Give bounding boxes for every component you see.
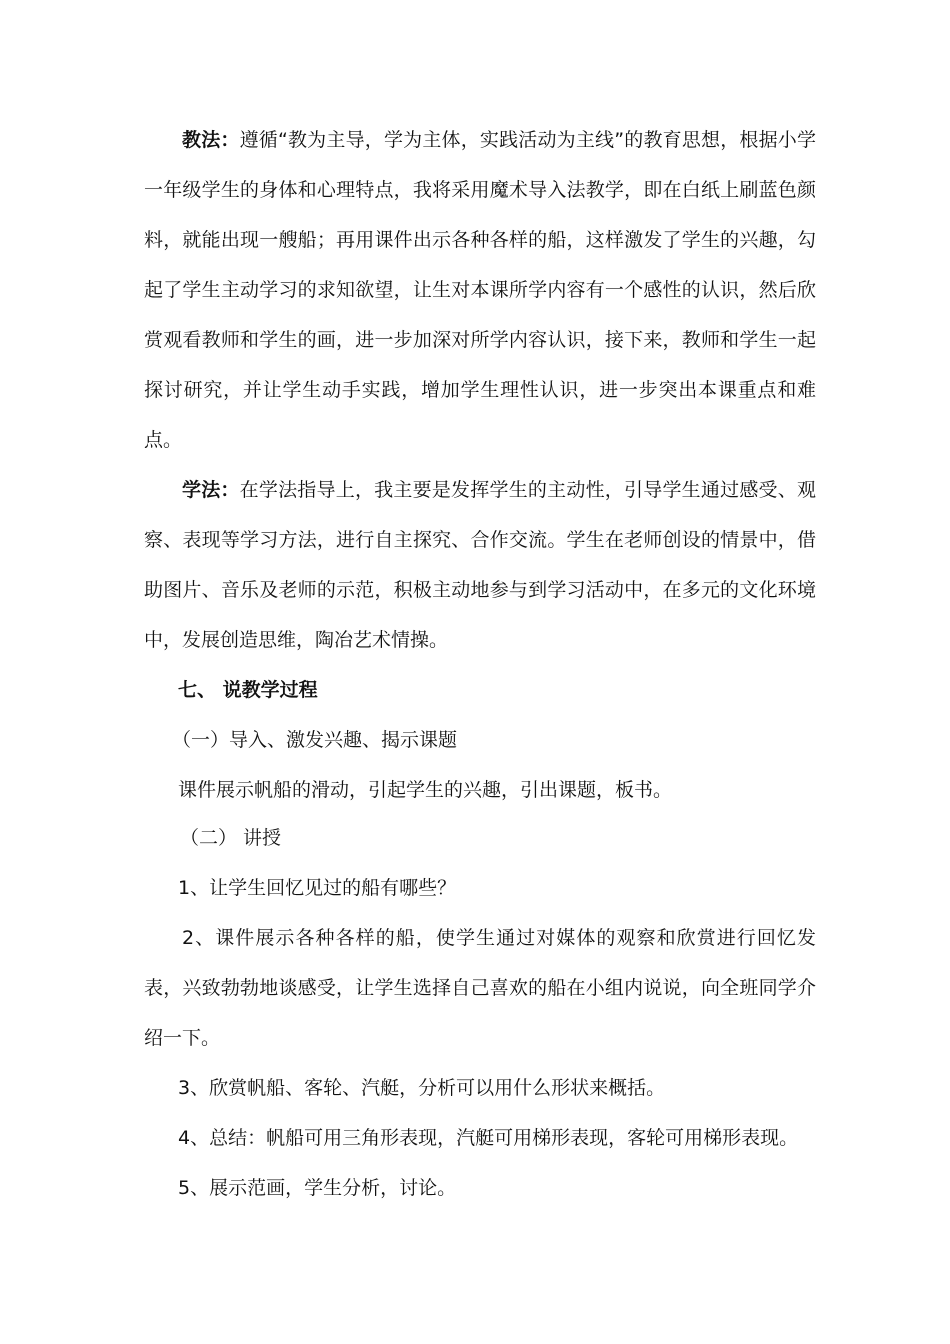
teaching-method-label: 教法： bbox=[182, 129, 240, 151]
part2-heading: （二） 讲授 bbox=[180, 827, 282, 849]
teaching-method-paragraph bbox=[144, 115, 816, 465]
list-item: 1、让学生回忆见过的船有哪些？ bbox=[178, 877, 457, 899]
list-item: 4、总结：帆船可用三角形表现，汽艇可用梯形表现，客轮可用梯形表现。 bbox=[178, 1127, 799, 1149]
part1-text: 课件展示帆船的滑动，引起学生的兴趣，引出课题，板书。 bbox=[178, 779, 673, 801]
list-item: 3、欣赏帆船、客轮、汽艇，分析可以用什么形状来概括。 bbox=[178, 1077, 666, 1099]
list-item: 5、展示范画，学生分析，讨论。 bbox=[178, 1177, 457, 1199]
teaching-method-text: 遵循“教为主导，学为主体，实践活动为主线”的教育思想，根据小学一年级学生的身体和心理特点，我将采用魔术导入法教学，即在白纸上刷蓝色颜料，就能出现一艘船；再用课件出示各种各样的船，这样激发了学生的兴趣，勾起了学生主动学习的求知欲望，让生对本课所学内容有一个感性的认识，然后欣赏观看教师和学生的画，进一步加深对所学内容认识，接下来，教师和学生一起探讨研究，并让学生动手实践，增加学生理性认识，进一步突出本课重点和难点。 bbox=[144, 129, 816, 451]
section-heading: 七、 说教学过程 bbox=[178, 679, 318, 701]
part1-heading: （一）导入、激发兴趣、揭示课题 bbox=[172, 729, 458, 751]
list-item-paragraph: 2、课件展示各种各样的船，使学生通过对媒体的观察和欣赏进行回忆发表，兴致勃勃地谈感受，让学生选择自己喜欢的船在小组内说说，向全班同学介绍一下。 bbox=[144, 927, 816, 1049]
learning-method-paragraph bbox=[144, 465, 816, 665]
learning-method-text: 在学法指导上，我主要是发挥学生的主动性，引导学生通过感受、观察、表现等学习方法，进行自主探究、合作交流。学生在老师创设的情景中，借助图片、音乐及老师的示范，积极主动地参与到学习活动中，在多元的文化环境中，发展创造思维，陶冶艺术情操。 bbox=[144, 479, 816, 651]
learning-method-label: 学法： bbox=[182, 479, 240, 501]
